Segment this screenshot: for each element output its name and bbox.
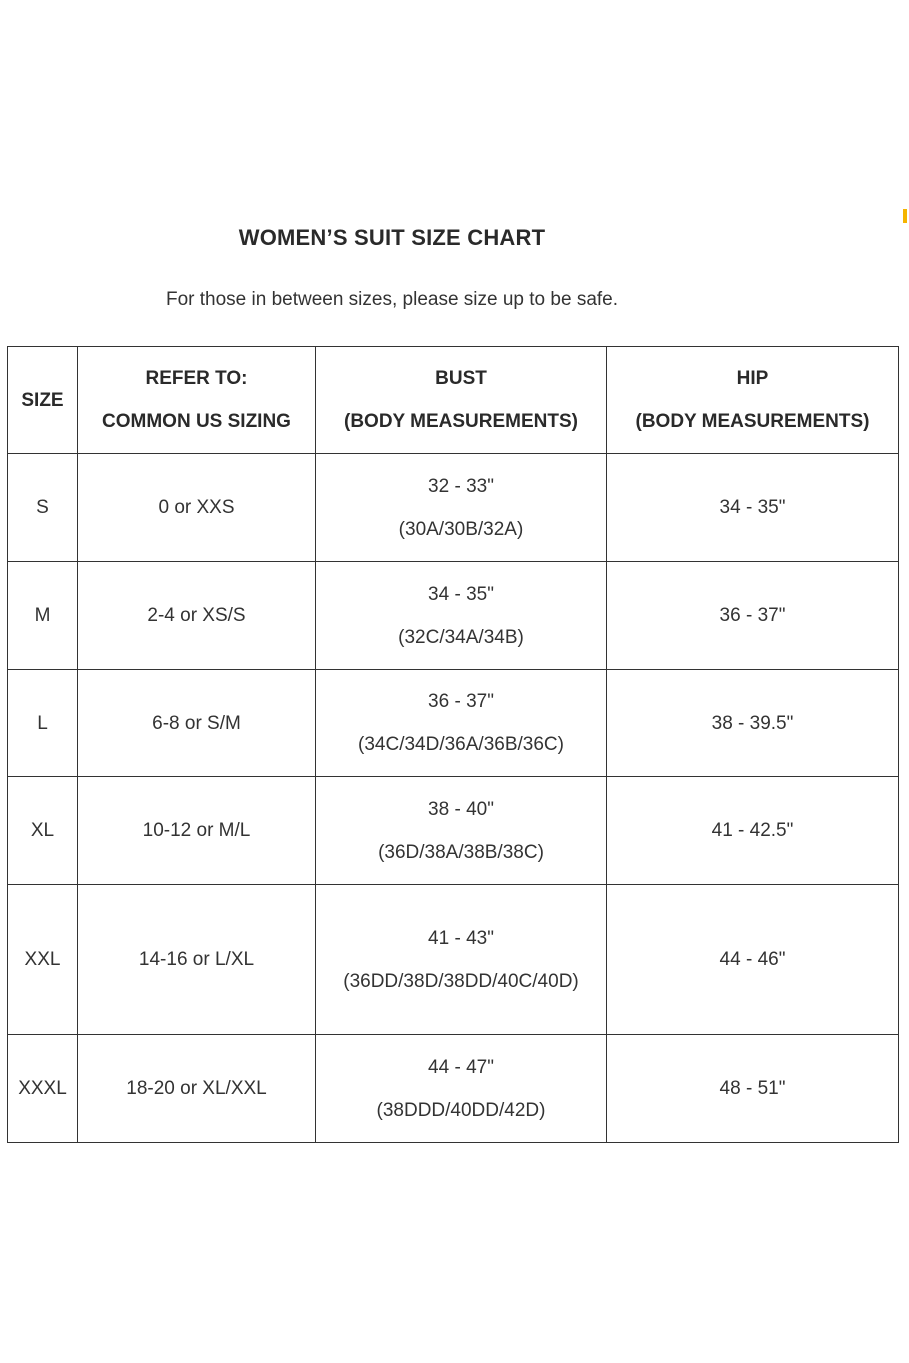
cell-bust bbox=[316, 885, 607, 1035]
bust-cups: (30A/30B/32A) bbox=[398, 518, 524, 540]
cell-size: L bbox=[8, 670, 78, 777]
bust-range: 41 - 43" bbox=[428, 927, 494, 949]
table-row bbox=[8, 454, 899, 562]
accent-marker bbox=[903, 209, 907, 223]
header-hip-line2: (BODY MEASUREMENTS) bbox=[635, 411, 870, 432]
bust-range: 34 - 35" bbox=[428, 583, 494, 605]
header-us-sizing-line1: REFER TO: bbox=[145, 368, 248, 389]
header-bust bbox=[316, 347, 607, 454]
header-bust-line1: BUST bbox=[435, 368, 487, 389]
table-row bbox=[8, 777, 899, 885]
cell-hip: 34 - 35" bbox=[607, 454, 899, 562]
cell-bust bbox=[316, 1035, 607, 1143]
cell-us-sizing: 14-16 or L/XL bbox=[78, 885, 316, 1035]
cell-us-sizing: 0 or XXS bbox=[78, 454, 316, 562]
cell-us-sizing: 10-12 or M/L bbox=[78, 777, 316, 885]
bust-range: 32 - 33" bbox=[428, 475, 494, 497]
bust-cups: (34C/34D/36A/36B/36C) bbox=[358, 734, 564, 755]
header-us-sizing bbox=[78, 347, 316, 454]
cell-size: M bbox=[8, 562, 78, 670]
bust-range: 36 - 37" bbox=[428, 691, 494, 712]
header-us-sizing-line2: COMMON US SIZING bbox=[102, 411, 291, 432]
header-bust-line2: (BODY MEASUREMENTS) bbox=[344, 411, 578, 432]
cell-hip: 44 - 46" bbox=[607, 885, 899, 1035]
cell-size: XXL bbox=[8, 885, 78, 1035]
cell-bust bbox=[316, 454, 607, 562]
cell-hip: 38 - 39.5" bbox=[607, 670, 899, 777]
cell-size: S bbox=[8, 454, 78, 562]
cell-bust bbox=[316, 670, 607, 777]
table-header-row bbox=[8, 347, 899, 454]
cell-us-sizing: 6-8 or S/M bbox=[78, 670, 316, 777]
table-row bbox=[8, 1035, 899, 1143]
page-title: WOMEN’S SUIT SIZE CHART bbox=[238, 225, 546, 250]
table-row bbox=[8, 670, 899, 777]
size-chart-table bbox=[7, 346, 899, 1143]
cell-hip: 36 - 37" bbox=[607, 562, 899, 670]
bust-range: 38 - 40" bbox=[428, 798, 494, 820]
header-hip-line1: HIP bbox=[736, 368, 769, 389]
cell-hip: 48 - 51" bbox=[607, 1035, 899, 1143]
header-hip bbox=[607, 347, 899, 454]
header-size: SIZE bbox=[8, 347, 78, 454]
cell-bust bbox=[316, 562, 607, 670]
bust-cups: (38DDD/40DD/42D) bbox=[376, 1099, 546, 1121]
table-row bbox=[8, 562, 899, 670]
page-subtitle: For those in between sizes, please size up to be safe. bbox=[165, 289, 619, 310]
cell-us-sizing: 2-4 or XS/S bbox=[78, 562, 316, 670]
cell-bust bbox=[316, 777, 607, 885]
bust-cups: (36DD/38D/38DD/40C/40D) bbox=[343, 970, 579, 992]
bust-cups: (36D/38A/38B/38C) bbox=[378, 841, 544, 863]
bust-range: 44 - 47" bbox=[428, 1056, 494, 1078]
bust-cups: (32C/34A/34B) bbox=[398, 626, 524, 648]
cell-hip: 41 - 42.5" bbox=[607, 777, 899, 885]
cell-size: XL bbox=[8, 777, 78, 885]
table-row bbox=[8, 885, 899, 1035]
cell-us-sizing: 18-20 or XL/XXL bbox=[78, 1035, 316, 1143]
cell-size: XXXL bbox=[8, 1035, 78, 1143]
